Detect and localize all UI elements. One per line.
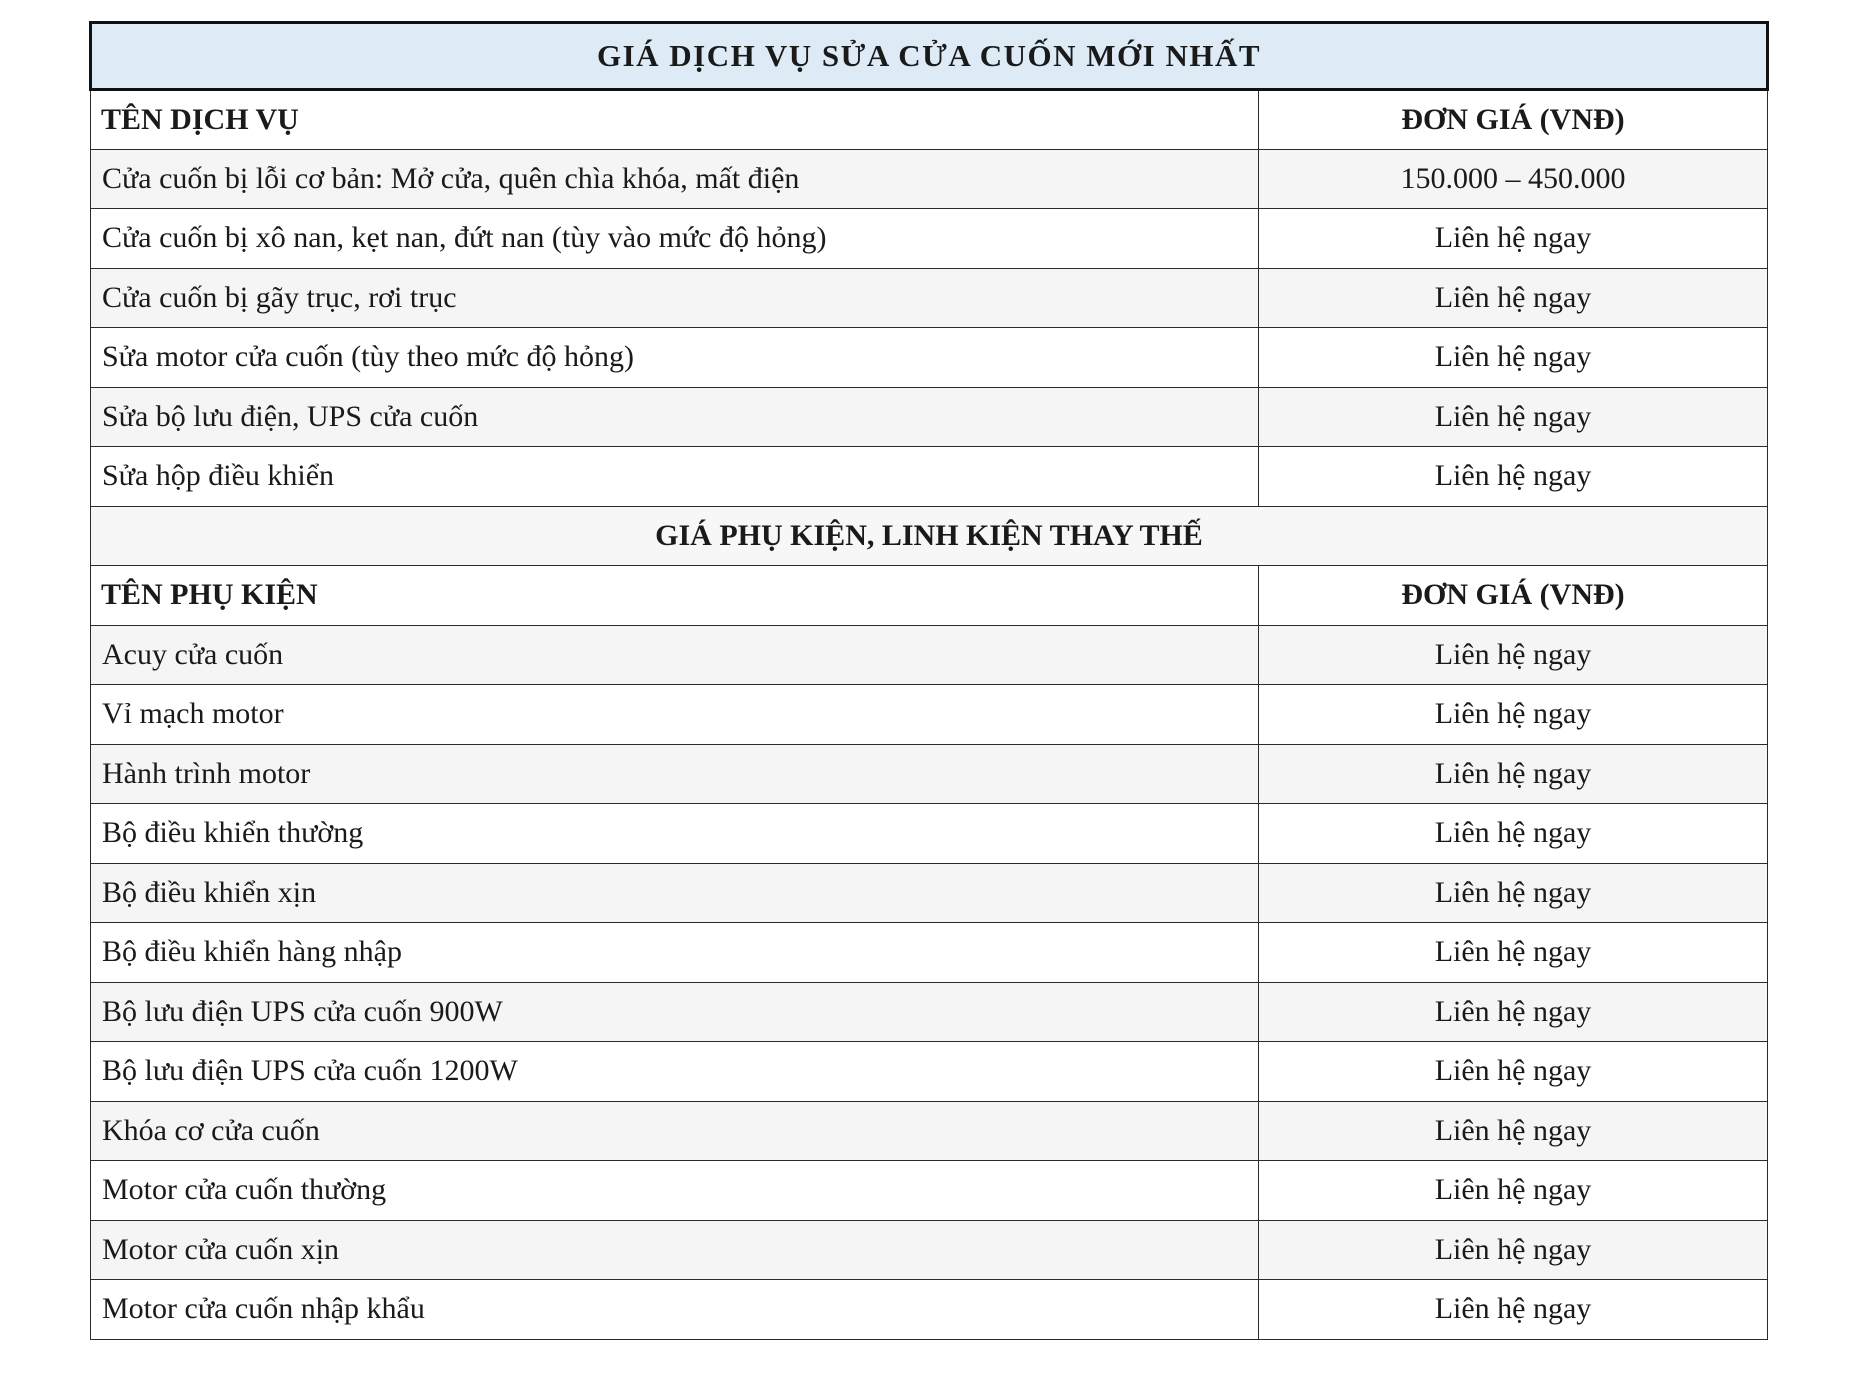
table-row [91, 625, 1768, 685]
table-row [91, 1101, 1768, 1161]
part-price: Liên hệ ngay [1259, 923, 1768, 983]
parts-header-name: TÊN PHỤ KIỆN [91, 566, 1259, 626]
table-row [91, 209, 1768, 269]
part-name: Bộ lưu điện UPS cửa cuốn 1200W [91, 1042, 1259, 1102]
service-price: Liên hệ ngay [1259, 209, 1768, 269]
service-price: 150.000 – 450.000 [1259, 149, 1768, 209]
table-row [91, 1220, 1768, 1280]
part-price: Liên hệ ngay [1259, 1101, 1768, 1161]
part-price: Liên hệ ngay [1259, 1220, 1768, 1280]
part-name: Bộ lưu điện UPS cửa cuốn 900W [91, 982, 1259, 1042]
table-row [91, 1280, 1768, 1340]
service-name: Sửa hộp điều khiển [91, 447, 1259, 507]
price-table [89, 21, 1769, 1340]
service-name: Cửa cuốn bị gãy trục, rơi trục [91, 268, 1259, 328]
service-name: Cửa cuốn bị xô nan, kẹt nan, đứt nan (tùy vào mức độ hỏng) [91, 209, 1259, 269]
part-name: Motor cửa cuốn nhập khẩu [91, 1280, 1259, 1340]
parts-header-row [91, 566, 1768, 626]
parts-section-title: GIÁ PHỤ KIỆN, LINH KIỆN THAY THẾ [91, 506, 1768, 566]
service-name: Cửa cuốn bị lỗi cơ bản: Mở cửa, quên chìa khóa, mất điện [91, 149, 1259, 209]
part-price: Liên hệ ngay [1259, 685, 1768, 745]
part-name: Bộ điều khiển xịn [91, 863, 1259, 923]
table-row [91, 328, 1768, 388]
table-title: GIÁ DỊCH VỤ SỬA CỬA CUỐN MỚI NHẤT [91, 23, 1768, 90]
table-row [91, 804, 1768, 864]
part-name: Motor cửa cuốn xịn [91, 1220, 1259, 1280]
table-row [91, 1042, 1768, 1102]
service-name: Sửa motor cửa cuốn (tùy theo mức độ hỏng) [91, 328, 1259, 388]
part-price: Liên hệ ngay [1259, 1280, 1768, 1340]
part-price: Liên hệ ngay [1259, 804, 1768, 864]
table-title-row [91, 23, 1768, 90]
services-header-price: ĐƠN GIÁ (VNĐ) [1259, 90, 1768, 150]
table-row [91, 863, 1768, 923]
table-row [91, 744, 1768, 804]
part-price: Liên hệ ngay [1259, 1042, 1768, 1102]
part-price: Liên hệ ngay [1259, 625, 1768, 685]
service-price: Liên hệ ngay [1259, 387, 1768, 447]
part-name: Hành trình motor [91, 744, 1259, 804]
table-row [91, 149, 1768, 209]
table-row [91, 982, 1768, 1042]
part-name: Khóa cơ cửa cuốn [91, 1101, 1259, 1161]
table-row [91, 685, 1768, 745]
part-name: Bộ điều khiển thường [91, 804, 1259, 864]
service-price: Liên hệ ngay [1259, 447, 1768, 507]
part-name: Motor cửa cuốn thường [91, 1161, 1259, 1221]
table-row [91, 1161, 1768, 1221]
part-price: Liên hệ ngay [1259, 1161, 1768, 1221]
service-price: Liên hệ ngay [1259, 268, 1768, 328]
parts-section-row [91, 506, 1768, 566]
part-price: Liên hệ ngay [1259, 863, 1768, 923]
table-row [91, 268, 1768, 328]
table-row [91, 387, 1768, 447]
table-row [91, 447, 1768, 507]
table-row [91, 923, 1768, 983]
parts-header-price: ĐƠN GIÁ (VNĐ) [1259, 566, 1768, 626]
part-name: Acuy cửa cuốn [91, 625, 1259, 685]
part-name: Bộ điều khiển hàng nhập [91, 923, 1259, 983]
part-name: Vỉ mạch motor [91, 685, 1259, 745]
services-header-row [91, 90, 1768, 150]
part-price: Liên hệ ngay [1259, 744, 1768, 804]
part-price: Liên hệ ngay [1259, 982, 1768, 1042]
services-header-name: TÊN DỊCH VỤ [91, 90, 1259, 150]
service-price: Liên hệ ngay [1259, 328, 1768, 388]
service-name: Sửa bộ lưu điện, UPS cửa cuốn [91, 387, 1259, 447]
